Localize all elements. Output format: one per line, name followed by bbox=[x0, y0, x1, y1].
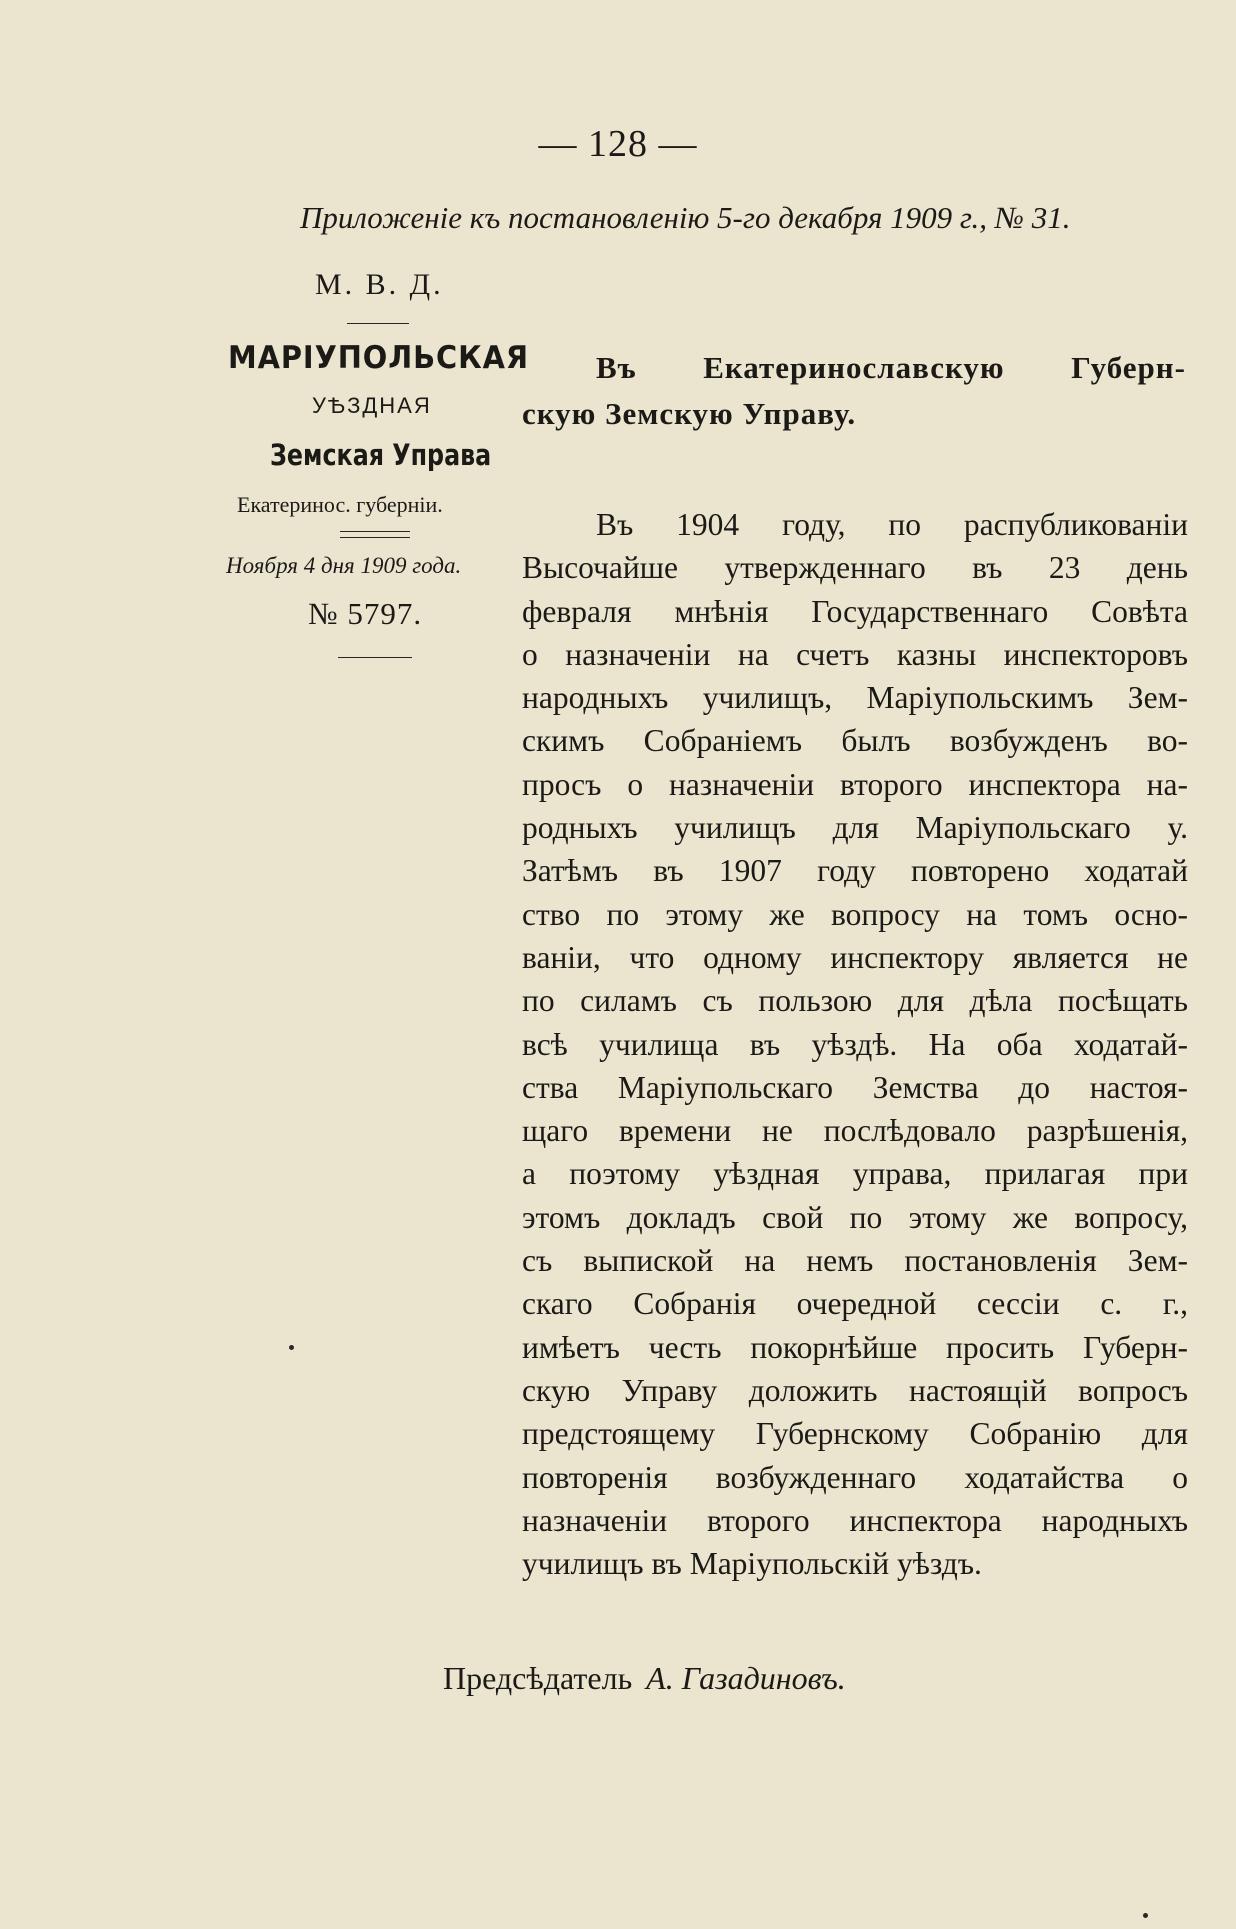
body-line: о назначеніи на счетъ казны инспекторовъ bbox=[522, 636, 1188, 672]
signature bbox=[443, 1660, 846, 1697]
signature-title: Предсѣдатель bbox=[443, 1660, 633, 1696]
body-line: Высочайше утвержденнаго въ 23 день bbox=[522, 550, 1188, 586]
ink-speck bbox=[289, 1345, 294, 1350]
divider bbox=[347, 323, 409, 324]
body-line: имѣетъ честь покорнѣйше просить Губерн- bbox=[522, 1329, 1188, 1365]
org-province: Екатеринос. губерніи. bbox=[237, 492, 443, 517]
body-line: ства Маріупольскаго Земства до настоя- bbox=[522, 1069, 1188, 1105]
body-line: скимъ Собраніемъ былъ возбужденъ во- bbox=[522, 723, 1188, 759]
body-line: скаго Собранія очередной сессіи с. г., bbox=[522, 1286, 1188, 1322]
body-line: повторенія возбужденнаго ходатайства о bbox=[522, 1459, 1188, 1495]
letter-date: Ноября 4 дня 1909 года. bbox=[226, 553, 462, 578]
divider bbox=[340, 537, 410, 538]
org-board: Земская Управа bbox=[270, 438, 492, 472]
body-line: по силамъ съ пользою для дѣла посѣщать bbox=[522, 983, 1188, 1019]
ink-speck bbox=[1143, 1913, 1148, 1918]
body-line: училищъ въ Маріупольскій уѣздъ. bbox=[522, 1546, 982, 1582]
addressee-line: Въ Екатеринославскую Губерн- bbox=[596, 350, 1186, 385]
addressee-line: скую Земскую Управу. bbox=[522, 396, 857, 431]
body-line: родныхъ училищъ для Маріупольскаго у. bbox=[522, 810, 1188, 846]
letter-number: № 5797. bbox=[308, 596, 423, 631]
body-line: ваніи, что одному инспектору является не bbox=[522, 939, 1188, 975]
letter-body bbox=[522, 503, 1188, 1585]
body-line: февраля мнѣнія Государственнаго Совѣта bbox=[522, 593, 1188, 629]
page-number: — 128 — bbox=[538, 123, 698, 165]
body-line: назначеніи второго инспектора народныхъ bbox=[522, 1502, 1188, 1538]
ministry-abbrev: М. В. Д. bbox=[315, 268, 444, 301]
divider bbox=[340, 531, 410, 532]
signature-name: А. Газадиновъ. bbox=[646, 1660, 846, 1696]
org-name: МАРІУПОЛЬСКАЯ bbox=[228, 340, 529, 376]
addressee bbox=[522, 345, 1186, 437]
body-line: предстоящему Губернскому Собранію для bbox=[522, 1416, 1188, 1452]
org-type: УѢЗДНАЯ bbox=[312, 393, 432, 418]
body-line: съ выпиской на немъ постановленія Зем- bbox=[522, 1243, 1188, 1279]
body-line: а поэтому уѣздная управа, прилагая при bbox=[522, 1156, 1188, 1192]
body-line: просъ о назначеніи второго инспектора на- bbox=[522, 766, 1188, 802]
appendix-line: Приложеніе къ постановленію 5-го декабря 1909 г., № 31. bbox=[300, 200, 1071, 235]
body-line: этомъ докладъ свой по этому же вопросу, bbox=[522, 1199, 1188, 1235]
body-line: щаго времени не послѣдовало разрѣшенія, bbox=[522, 1113, 1188, 1149]
body-line: всѣ училища въ уѣздѣ. На оба ходатай- bbox=[522, 1026, 1188, 1062]
body-line: Въ 1904 году, по распубликованіи bbox=[596, 507, 1188, 542]
body-line: скую Управу доложить настоящій вопросъ bbox=[522, 1372, 1188, 1408]
divider bbox=[338, 657, 412, 658]
body-line: народныхъ училищъ, Маріупольскимъ Зем- bbox=[522, 680, 1188, 716]
body-line: Затѣмъ въ 1907 году повторено ходатай bbox=[522, 853, 1188, 889]
body-line: ство по этому же вопросу на томъ осно- bbox=[522, 896, 1188, 932]
